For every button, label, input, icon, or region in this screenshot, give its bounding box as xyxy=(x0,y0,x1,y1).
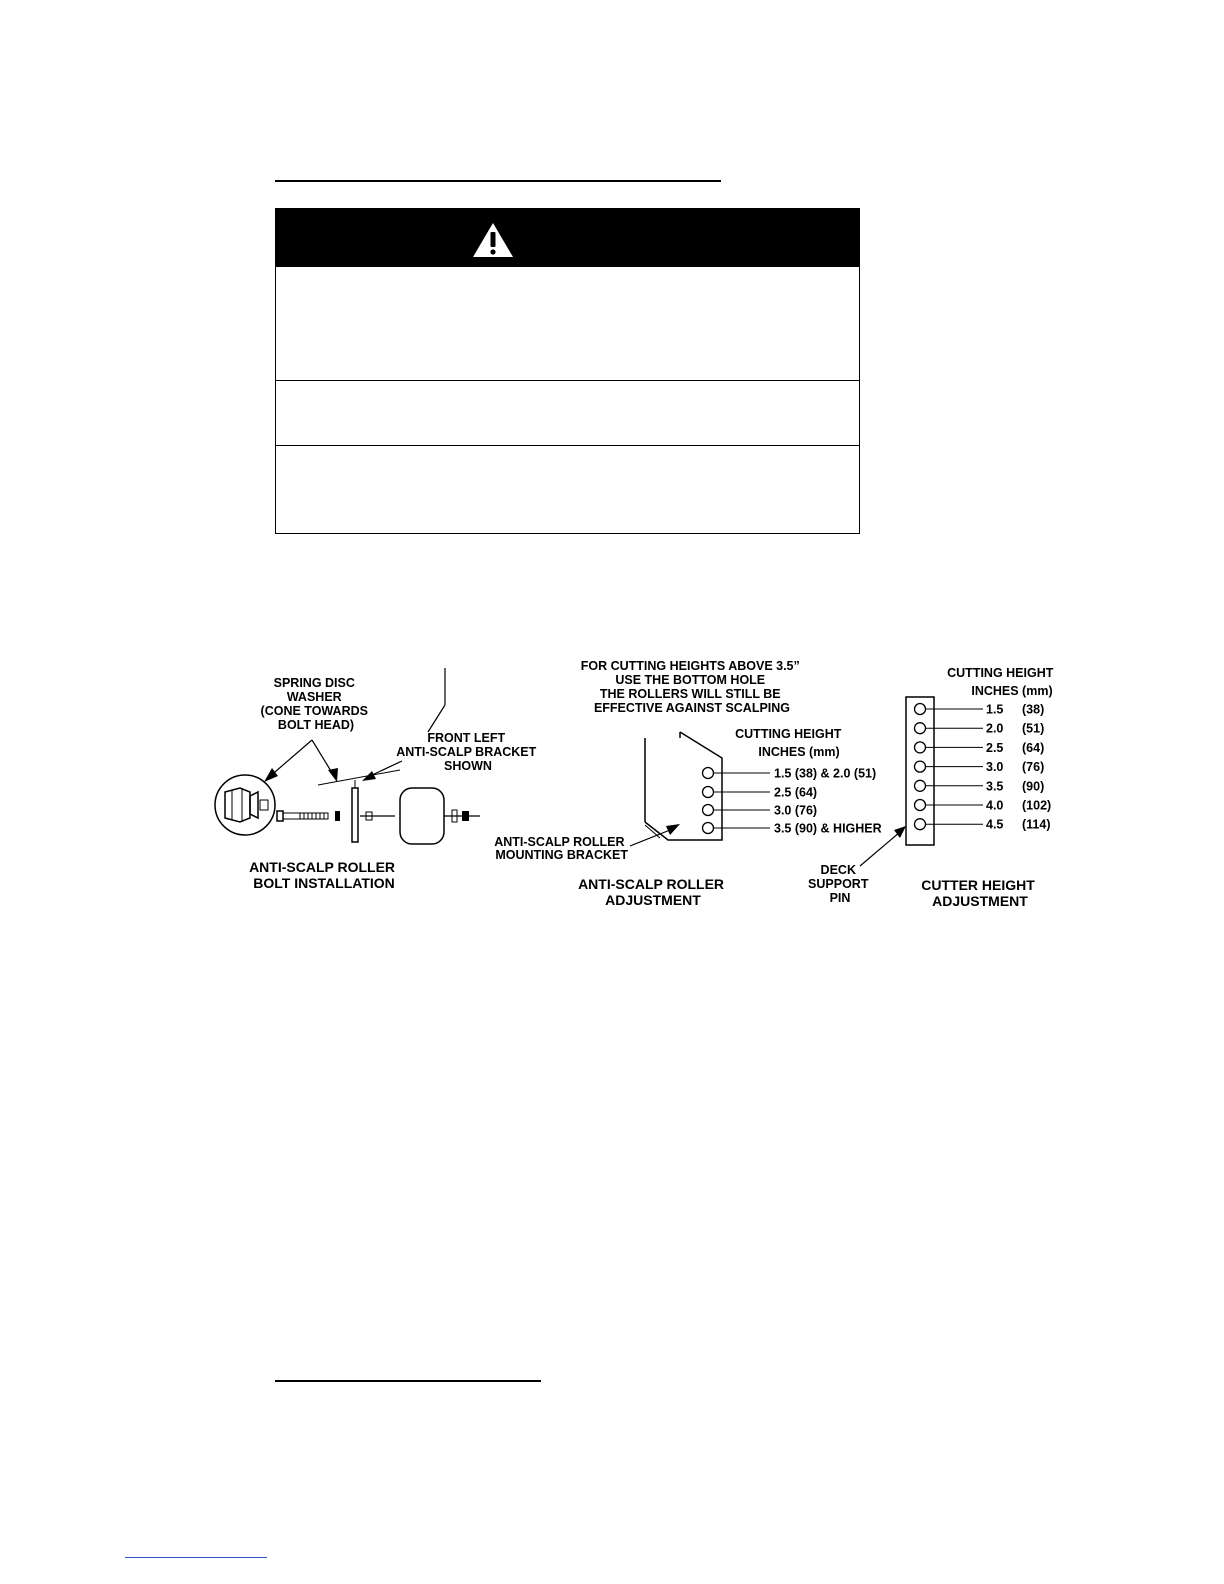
bolt-shaft xyxy=(283,813,328,819)
roller-hole xyxy=(703,787,714,798)
washer xyxy=(335,811,340,821)
cutter-height-mm: (76) xyxy=(1022,760,1045,775)
warning-header xyxy=(276,209,859,267)
roller-hole xyxy=(703,823,714,834)
cutter-height-mm: (64) xyxy=(1022,740,1045,755)
cutter-height-mm: (102) xyxy=(1022,798,1052,813)
cutter-height-mm: (114) xyxy=(1022,817,1051,832)
cutter-height-inches: 2.5 xyxy=(986,740,1004,755)
cutter-height-hole xyxy=(915,780,926,791)
cutter-height-mm: (51) xyxy=(1022,721,1045,736)
cutter-height-inches: 4.0 xyxy=(986,798,1004,813)
cutter-height-hole xyxy=(915,761,926,772)
cutter-height-inches: 3.0 xyxy=(986,760,1004,775)
warning-box xyxy=(275,208,860,534)
roller-adjustment-caption: ANTI-SCALP ROLLER ADJUSTMENT xyxy=(578,876,725,908)
roller-hole-label: 3.0 (76) xyxy=(774,803,818,818)
section-heading-rule xyxy=(275,1380,541,1382)
cutter-height-hole xyxy=(915,742,926,753)
cutting-heights-note: FOR CUTTING HEIGHTS ABOVE 3.5” USE THE BOTTOM HOLE THE ROLLERS WILL STILL BE EFFECTIVE AGAINST SCALPING xyxy=(580,659,800,715)
roller-hole-label: 2.5 (64) xyxy=(774,785,818,800)
deck-support-pin-label: DECK SUPPORT PIN xyxy=(808,863,869,905)
warning-divider xyxy=(276,445,859,446)
section-heading-rule xyxy=(275,180,721,182)
cutter-height-hole xyxy=(915,800,926,811)
cutter-height-header: CUTTING HEIGHT INCHES (mm) xyxy=(947,666,1054,698)
roller-hole xyxy=(703,805,714,816)
bracket-callout: FRONT LEFT ANTI-SCALP BRACKET SHOWN xyxy=(396,731,537,773)
roller-hole xyxy=(703,768,714,779)
cutter-height-inches: 3.5 xyxy=(986,779,1004,794)
washer-callout: SPRING DISC WASHER (CONE TOWARDS BOLT HEAD) xyxy=(260,676,368,732)
cutter-height-hole xyxy=(915,819,926,830)
roller-height-header: CUTTING HEIGHT INCHES (mm) xyxy=(735,727,842,759)
roller-adjustment-figure xyxy=(0,640,1224,920)
deck-height-bracket xyxy=(906,697,934,845)
cutter-height-inches: 4.5 xyxy=(986,817,1004,832)
spring-disc-washer xyxy=(250,792,258,818)
cutter-height-rows xyxy=(915,703,1052,832)
cutter-height-mm: (38) xyxy=(1022,702,1045,717)
cutter-height-hole xyxy=(915,723,926,734)
anti-scalp-bracket xyxy=(352,788,358,842)
mounting-bracket-label: ANTI-SCALP ROLLER MOUNTING BRACKET xyxy=(494,835,628,862)
warning-triangle-icon xyxy=(471,221,515,259)
warning-divider xyxy=(276,380,859,381)
cutter-height-inches: 2.0 xyxy=(986,721,1004,736)
bolt-head xyxy=(225,788,250,822)
roller-adjustment-holes xyxy=(703,767,882,836)
cutter-height-caption: CUTTER HEIGHT ADJUSTMENT xyxy=(921,877,1035,909)
cutter-height-mm: (90) xyxy=(1022,779,1045,794)
bolt-installation-caption: ANTI-SCALP ROLLER BOLT INSTALLATION xyxy=(249,859,396,891)
bolt-detail-circle xyxy=(215,775,275,835)
footer-link-underline xyxy=(125,1557,267,1558)
cutter-height-inches: 1.5 xyxy=(986,702,1004,717)
cutter-height-hole xyxy=(915,704,926,715)
roller-hole-label: 1.5 (38) & 2.0 (51) xyxy=(774,766,877,781)
anti-scalp-roller xyxy=(400,788,444,844)
roller-hole-label: 3.5 (90) & HIGHER xyxy=(774,821,882,836)
